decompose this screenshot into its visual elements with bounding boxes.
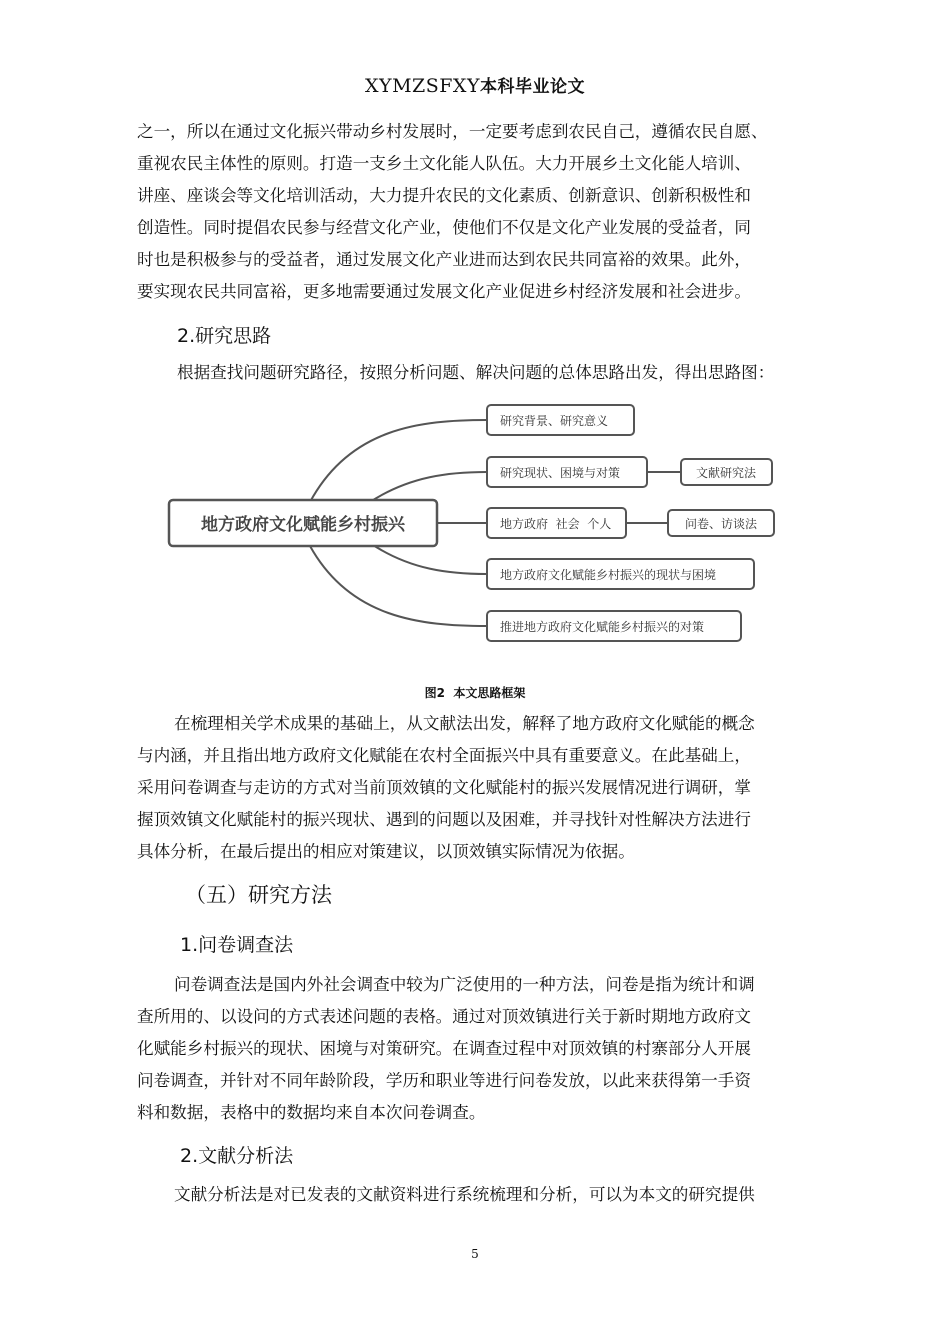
paragraph-line: 查所用的、以设问的方式表述问题的表格。通过对顶效镇进行关于新时期地方政府文 <box>137 1007 751 1026</box>
paragraph-line: 创造性。同时提倡农民参与经营文化产业，使他们不仅是文化产业发展的受益者，同 <box>137 218 751 237</box>
page-header <box>0 72 950 97</box>
paragraph-line: 与内涵，并且指出地方政府文化赋能在农村全面振兴中具有重要意义。在此基础上， <box>137 746 751 765</box>
paragraph-line: 采用问卷调查与走访的方式对当前顶效镇的文化赋能村的振兴发展情况进行调研，掌 <box>137 778 751 797</box>
figure-caption: 图2 本文思路框架 <box>424 686 526 700</box>
paragraph-line: 要实现农民共同富裕，更多地需要通过发展文化产业促进乡村经济发展和社会进步。 <box>137 282 751 301</box>
paragraph-line: 化赋能乡村振兴的现状、困境与对策研究。在调查过程中对顶效镇的村寨部分人开展 <box>137 1039 751 1058</box>
heading-literature-analysis: 2.文献分析法 <box>180 1145 294 1167</box>
branch-label: 地方政府文化赋能乡村振兴的现状与困境 <box>500 568 717 582</box>
branch-label: 研究背景、研究意义 <box>500 414 609 428</box>
branch-node <box>487 405 634 435</box>
paragraph-line: 重视农民主体性的原则。打造一支乡土文化能人队伍。大力开展乡土文化能人培训、 <box>137 154 751 173</box>
paragraph-line: 问卷调查法是国内外社会调查中较为广泛使用的一种方法，问卷是指为统计和调 <box>174 975 755 994</box>
branch-label: 推进地方政府文化赋能乡村振兴的对策 <box>500 620 705 634</box>
paragraph-line: 根据查找问题研究路径，按照分析问题、解决问题的总体思路出发，得出思路图： <box>177 363 775 382</box>
branch-node <box>487 508 626 538</box>
paragraph-line: 问卷调查，并针对不同年龄阶段，学历和职业等进行问卷发放，以此来获得第一手资 <box>137 1071 751 1090</box>
paragraph-line: 时也是积极参与的受益者，通过发展文化产业进而达到农民共同富裕的效果。此外， <box>137 250 751 269</box>
paragraph-2 <box>177 357 861 389</box>
branch-node <box>487 559 754 589</box>
header-title: 本科毕业论文 <box>480 77 585 97</box>
paragraph-1 <box>137 116 861 308</box>
center-node-label: 地方政府文化赋能乡村振兴 <box>201 515 405 535</box>
branch-node <box>487 457 647 487</box>
branch-node <box>487 611 741 641</box>
paragraph-line: 之一，所以在通过文化振兴带动乡村发展时，一定要考虑到农民自己，遵循农民自愿、 <box>137 122 768 141</box>
paragraph-3 <box>137 708 861 868</box>
paragraph-line: 具体分析，在最后提出的相应对策建议，以顶效镇实际情况为依据。 <box>137 842 635 861</box>
branch-label: 研究现状、困境与对策 <box>500 466 621 480</box>
method-label: 问卷、访谈法 <box>684 517 758 531</box>
branch-label: 地方政府 社会 个人 <box>500 517 612 531</box>
paragraph-4 <box>137 969 861 1129</box>
paragraph-line: 料和数据，表格中的数据均来自本次问卷调查。 <box>137 1103 486 1122</box>
method-node <box>681 459 772 485</box>
paragraph-line: 握顶效镇文化赋能村的振兴现状、遇到的问题以及困难，并寻找针对性解决方法进行 <box>137 810 751 829</box>
paragraph-line: 文献分析法是对已发表的文献资料进行系统梳理和分析，可以为本文的研究提供 <box>174 1185 755 1204</box>
heading-research-idea: 2.研究思路 <box>177 325 272 347</box>
page-number: 5 <box>471 1247 479 1261</box>
heading-questionnaire: 1.问卷调查法 <box>180 934 294 956</box>
paragraph-5 <box>137 1179 861 1211</box>
mind-map-diagram <box>160 398 800 652</box>
paragraph-line: 在梳理相关学术成果的基础上，从文献法出发，解释了地方政府文化赋能的概念 <box>174 714 755 733</box>
heading-research-methods: （五）研究方法 <box>185 883 332 907</box>
method-label: 文献研究法 <box>695 466 757 480</box>
center-node <box>169 500 437 546</box>
header-latin: XYMZSFXY <box>365 75 480 97</box>
paragraph-line: 讲座、座谈会等文化培训活动，大力提升农民的文化素质、创新意识、创新积极性和 <box>137 186 751 205</box>
method-node <box>668 510 774 536</box>
